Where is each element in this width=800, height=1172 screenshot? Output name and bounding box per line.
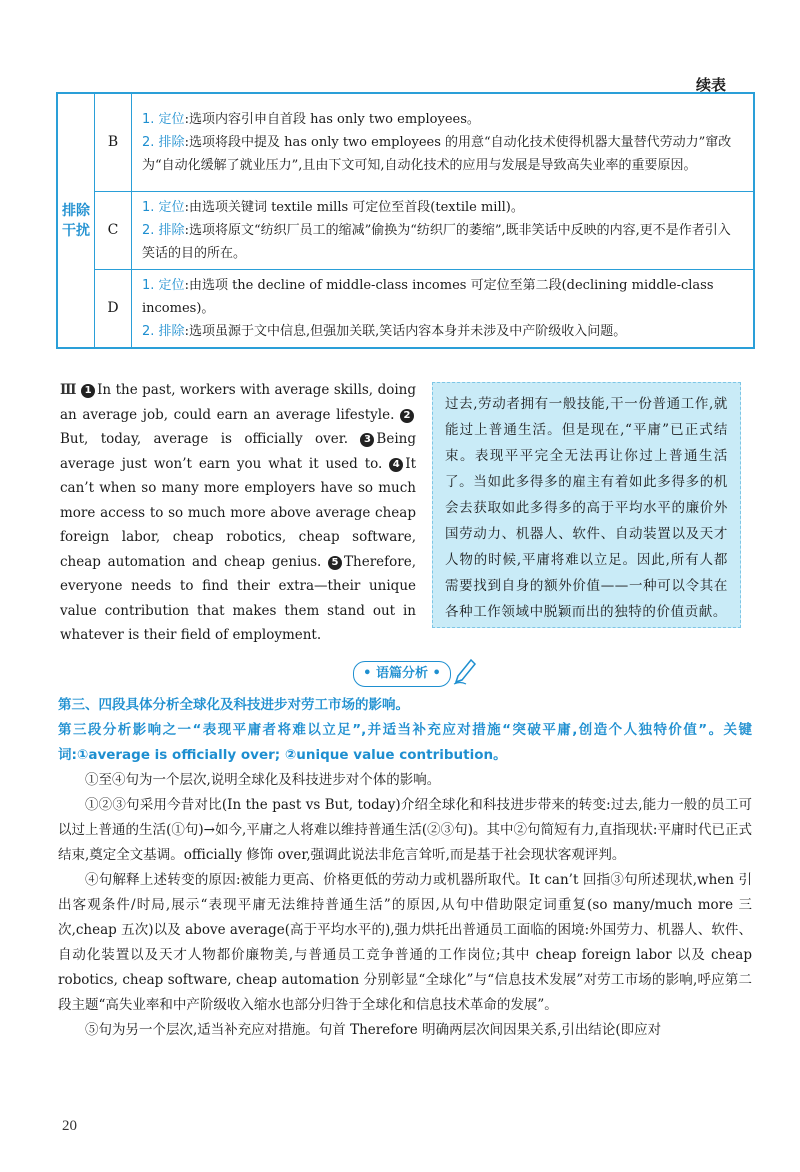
option-explanation: 1. 定位:由选项 the decline of middle-class incomes 可定位至第二段(declining middle-class incomes)。 2. 排除:选项虽源于文中信息,但强加关联,笑话内容本身并未涉及中产阶级收入问题。	[132, 270, 755, 349]
passage-sentence: In the past, workers with average skills, doing an average job, could earn an average lifestyle.	[60, 382, 416, 423]
passage-sentence: Therefore, everyone needs to find their extra—their unique value contribution that makes them stand out in whatever is their field of employment.	[60, 553, 416, 643]
keyword-label: 定位	[158, 200, 185, 215]
category-cell: 排除干扰	[57, 93, 95, 348]
passage-sentence: It can’t when so many more employers have so much more access to so much more above average cheap foreign labor, cheap robotics, cheap software, cheap automation and cheap genius.	[60, 455, 416, 570]
analysis-paragraph: ①至④句为一个层次,说明全球化及科技进步对个体的影响。	[85, 772, 441, 788]
analysis-paragraph: ④句解释上述转变的原因:被能力更高、价格更低的劳动力或机器所取代。It can’t 回指③句所述现状,when 引出客观条件/时局,展示“表现平庸无法维持普通生活”的原因,从句中借助限定词重复(so many/much more 三次,cheap 五次)以及 above average(高于平均水平的),强力烘托出普通员工面临的困境:外国劳力、机器人、软件、自动化装置以及天才人物都价廉物美,与普通员工竞争普通的工作岗位;其中 cheap foreign labor 以及 cheap robotics, cheap software, cheap automation 分别彰显“全球化”与“信息技术发展”对劳工市场的影响,呼应第二段主题“高失业率和中产阶级收入缩水也部分归咎于全球化和信息技术革命的发展”。	[58, 872, 752, 1013]
table-row	[57, 93, 754, 192]
passage-sentence: Being average just won’t earn you what it used to.	[60, 431, 416, 472]
sentence-number-badge: 5	[328, 556, 342, 570]
keyword-label: 排除	[158, 223, 185, 238]
analysis-subheading: 第三段分析影响之一“表现平庸者将难以立足”,并适当补充应对措施“突破平庸,创造个人独特价值”。关键词:①average is officially over; ②unique value contribution。	[58, 722, 752, 763]
analysis-heading: 第三、四段具体分析全球化及科技进步对劳工市场的影响。	[58, 697, 409, 713]
options-table	[56, 92, 755, 349]
option-explanation: 1. 定位:选项内容引申自首段 has only two employees。 2. 排除:选项将段中提及 has only two employees 的用意“自动化技术使得机器大量替代劳动力”窜改为“自动化缓解了就业压力”,且由下文可知,自动化技术的应用与发展是导致高失业率的重要原因。	[132, 93, 755, 192]
sentence-number-badge: 4	[389, 458, 403, 472]
keyword-label: 定位	[158, 112, 185, 127]
translation-box: 过去,劳动者拥有一般技能,干一份普通工作,就能过上普通生活。但是现在,“平庸”已正式结束。表现平平完全无法再让你过上普通生活了。当如此多得多的雇主有着如此多得多的机会去获取如此多得多的高于平均水平的廉价外国劳动力、机器人、软件、自动装置以及天才人物的时候,平庸将难以立足。因此,所有人都需要找到自身的额外价值——一种可以令其在各种工作领域中脱颖而出的独特的价值贡献。	[432, 382, 741, 628]
option-label: C	[95, 192, 132, 270]
sentence-number-badge: 1	[81, 384, 95, 398]
keyword-label: 排除	[158, 324, 185, 339]
paragraph-numeral: Ⅲ	[60, 382, 77, 398]
analysis-paragraph: ①②③句采用今昔对比(In the past vs But, today)介绍全球化和科技进步带来的转变:过去,能力一般的员工可以过上普通的生活(①句)→如今,平庸之人将难以维持普通生活(②③句)。其中②句简短有力,直指现状:平庸时代已正式结束,奠定全文基调。officially 修饰 over,强调此说法非危言耸听,而是基于社会现状客观评判。	[58, 797, 752, 863]
option-label: B	[95, 93, 132, 192]
continued-label: 续表	[695, 76, 726, 94]
passage-sentence: But, today, average is officially over.	[60, 431, 349, 447]
passage-text	[60, 378, 416, 648]
sentence-number-badge: 3	[360, 433, 374, 447]
keyword-label: 排除	[158, 135, 185, 150]
option-explanation: 1. 定位:由选项关键词 textile mills 可定位至首段(textile mill)。 2. 排除:选项将原文“纺织厂员工的缩减”偷换为“纺织厂的萎缩”,既非笑话中反映的内容,更不是作者引入笑话的目的所在。	[132, 192, 755, 270]
analysis-paragraph: ⑤句为另一个层次,适当补充应对措施。句首 Therefore 明确两层次间因果关系,引出结论(即应对	[85, 1022, 662, 1038]
keyword-label: 定位	[158, 278, 185, 293]
analysis-section	[58, 693, 752, 1043]
table-row	[57, 192, 754, 270]
table-row	[57, 270, 754, 349]
sentence-number-badge: 2	[400, 409, 414, 423]
pen-icon	[452, 656, 478, 686]
option-label: D	[95, 270, 132, 349]
page-number: 20	[62, 1118, 77, 1134]
section-title-badge: • 语篇分析 •	[353, 661, 451, 687]
